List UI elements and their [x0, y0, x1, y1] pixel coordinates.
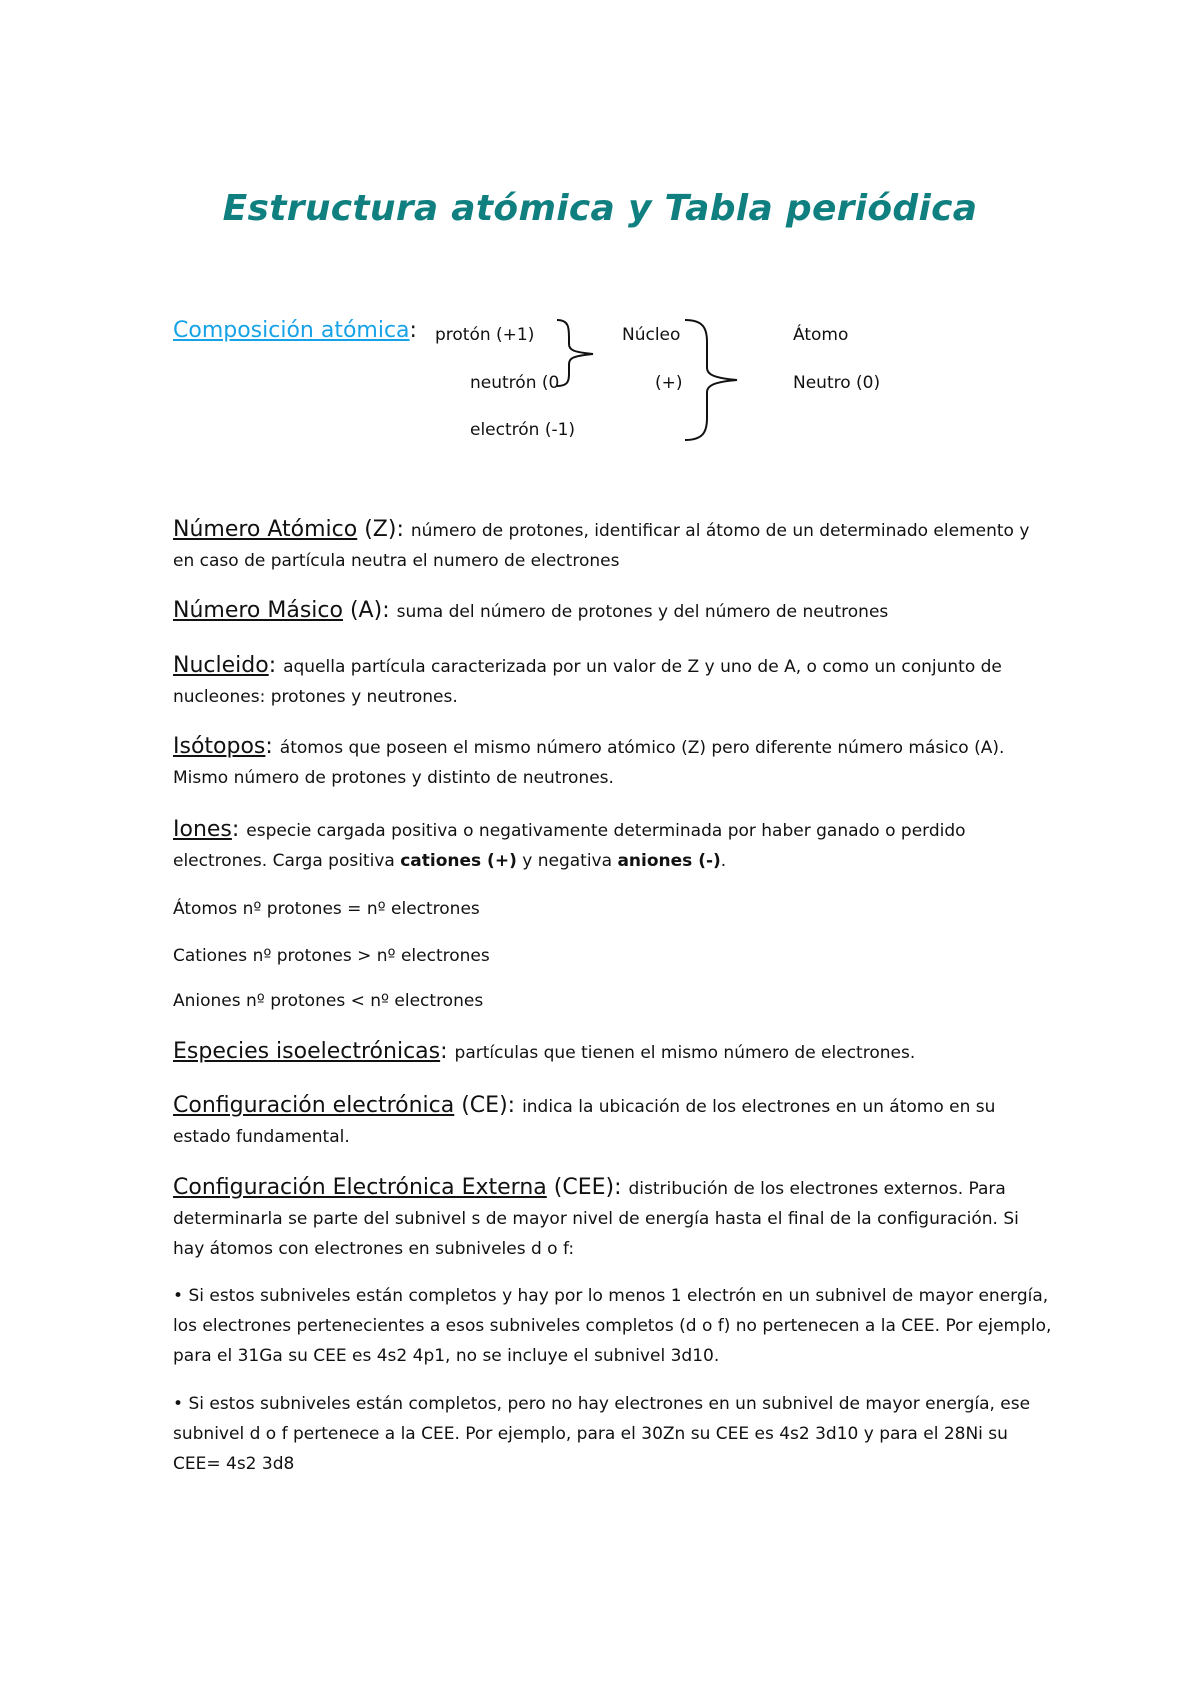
- mass-number-text: suma del número de protones y del número de neutrones: [396, 602, 889, 622]
- cations-bold: cationes (+): [400, 851, 517, 871]
- ions-middle: y negativa: [516, 851, 618, 871]
- isotopes-term: Isótopos: [173, 734, 266, 759]
- isoelectronic-symbol: :: [440, 1039, 455, 1064]
- relation-atoms: Átomos nº protones = nº electrones: [173, 899, 480, 919]
- neutron-item: neutrón (0: [470, 373, 560, 393]
- ions-term: Iones: [173, 817, 232, 842]
- config-term: Configuración electrónica: [173, 1093, 455, 1118]
- isotopes-text: átomos que poseen el mismo número atómico (Z) pero diferente número másico (A). Mismo número de protones y distinto de neutrones.: [173, 738, 1005, 788]
- isoelectronic-section: [173, 1037, 1053, 1068]
- electron-item: electrón (-1): [470, 420, 576, 440]
- relation-anions: Aniones nº protones < nº electrones: [173, 991, 484, 1011]
- nuclide-symbol: :: [268, 653, 284, 678]
- bullet-text: Si estos subniveles están completos, pero no hay electrones en un subnivel de mayor energía, ese subnivel d o f pertenece a la CEE. Por ejemplo, para el 30Zn su CEE es 4s2 3d10 y para el 28Ni su CEE= 4s2 3d8: [173, 1394, 1031, 1474]
- composition-colon: :: [409, 318, 417, 343]
- mass-number-symbol: (A):: [342, 598, 397, 623]
- composition-heading: [173, 318, 417, 343]
- nucleus-charge: (+): [655, 373, 683, 393]
- bullet-item: [173, 1281, 1053, 1371]
- nucleus-label: Núcleo: [622, 325, 681, 345]
- config-text: indica la ubicación de los electrones en un átomo en su estado fundamental.: [173, 1097, 996, 1147]
- nuclide-text: aquella partícula caracterizada por un valor de Z y uno de A, o como un conjunto de nucleones: protones y neutrones.: [173, 657, 1002, 707]
- atomic-number-section: [173, 515, 1053, 576]
- composition-label: Composición atómica: [173, 318, 410, 343]
- config-symbol: (CE):: [454, 1093, 523, 1118]
- mass-number-term: Número Másico: [173, 598, 343, 623]
- external-config-text: distribución de los electrones externos. Para determinarla se parte del subnivel s de mayor nivel de energía hasta el final de la configuración. Si hay átomos con electrones en subniveles d o f:: [173, 1179, 1019, 1259]
- proton-item: protón (+1): [435, 325, 535, 345]
- isotopes-section: [173, 732, 1053, 793]
- ions-section: [173, 815, 1053, 876]
- document-title: Estructura atómica y Tabla periódica: [222, 188, 978, 229]
- atomic-number-term: Número Atómico: [173, 517, 358, 542]
- atom-label: Átomo: [793, 325, 849, 345]
- bullet-text: Si estos subniveles están completos y hay por lo menos 1 electrón en un subnivel de mayor energía, los electrones pertenecientes a esos subniveles completos (d o f) no pertenecen a la CEE. Por ejemplo, para el 31Ga su CEE es 4s2 4p1, no se incluye el subnivel 3d10.: [173, 1286, 1052, 1366]
- nuclide-section: [173, 651, 1053, 712]
- isoelectronic-text: partículas que tienen el mismo número de electrones.: [454, 1043, 916, 1063]
- isoelectronic-term: Especies isoelectrónicas: [173, 1039, 441, 1064]
- atomic-number-symbol: (Z):: [357, 517, 411, 542]
- external-config-section: [173, 1173, 1053, 1264]
- bullet-item: [173, 1389, 1053, 1479]
- external-config-symbol: (CEE):: [546, 1175, 629, 1200]
- mass-number-section: [173, 596, 1053, 627]
- bullet-symbol: •: [173, 1286, 184, 1306]
- external-config-term: Configuración Electrónica Externa: [173, 1175, 547, 1200]
- ions-text: especie cargada positiva o negativamente determinada por haber ganado o perdido electrones. Carga positiva: [173, 821, 966, 871]
- isotopes-symbol: :: [265, 734, 280, 759]
- ions-end: .: [720, 851, 727, 871]
- nuclide-term: Nucleido: [173, 653, 269, 678]
- nucleus-bracket: [555, 318, 595, 388]
- ions-symbol: :: [231, 817, 247, 842]
- atom-bracket: [683, 318, 739, 442]
- atomic-number-text: número de protones, identificar al átomo de un determinado elemento y en caso de partícula neutra el numero de electrones: [173, 521, 1030, 571]
- atom-charge: Neutro (0): [793, 373, 881, 393]
- config-section: [173, 1091, 1053, 1152]
- relation-cations: Cationes nº protones > nº electrones: [173, 946, 490, 966]
- anions-bold: aniones (-): [617, 851, 721, 871]
- bullet-symbol: •: [173, 1394, 184, 1414]
